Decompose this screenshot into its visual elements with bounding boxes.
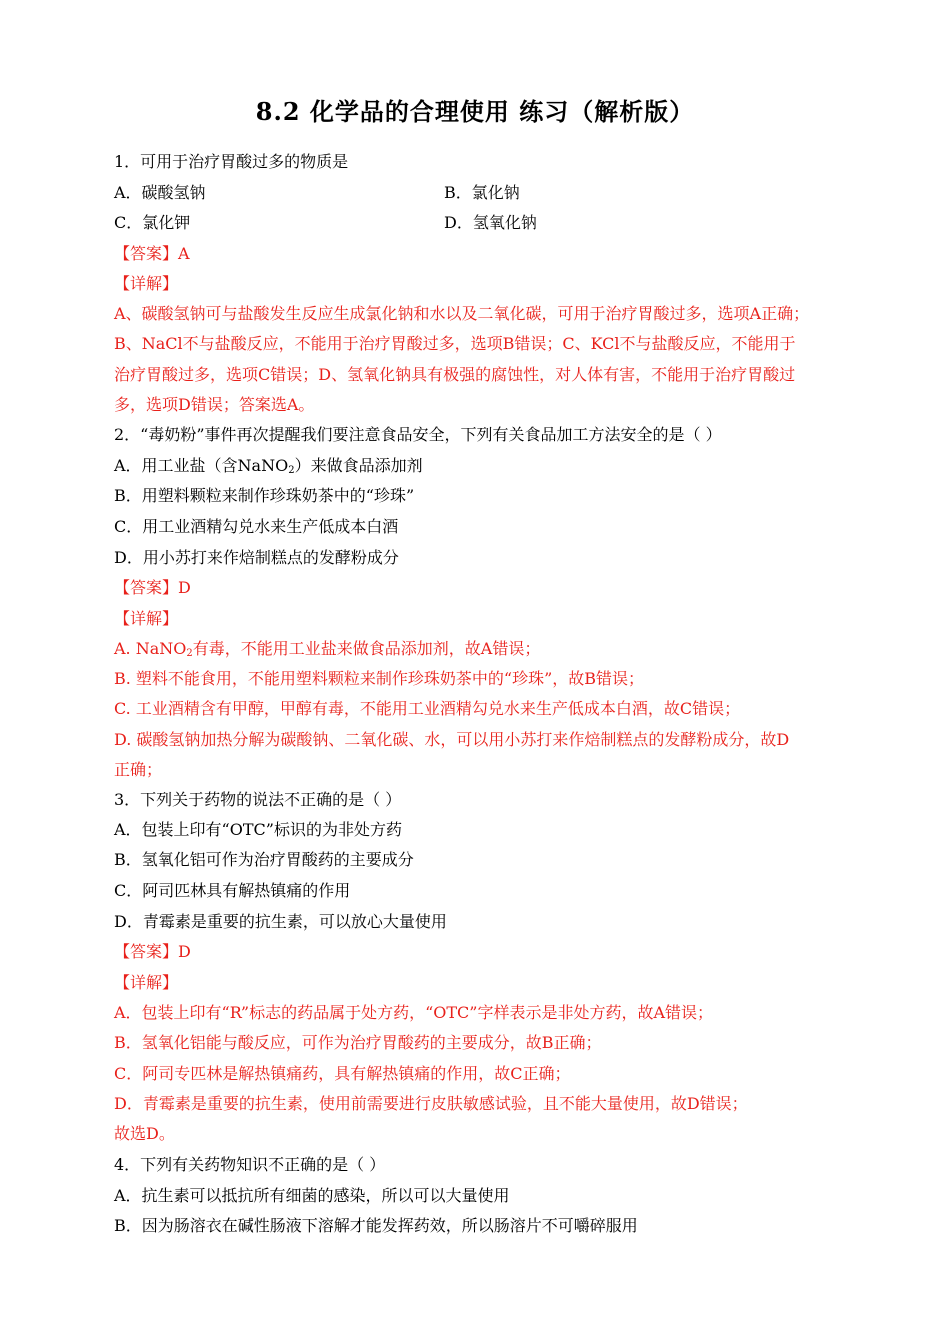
q2-detail-a-text: A. NaNO — [114, 639, 187, 658]
q1-option-d: D．氢氧化钠 — [444, 213, 537, 232]
q2-option-d: D．用小苏打来作焙制糕点的发酵粉成分 — [114, 548, 399, 567]
q3-answer: 【答案】D — [114, 942, 191, 961]
q1-detail-label: 【详解】 — [114, 274, 179, 293]
q2-option-c: C．用工业酒精勾兑水来生产低成本白酒 — [114, 517, 399, 536]
q4-stem: 4．下列有关药物知识不正确的是（ ） — [114, 1155, 386, 1174]
q4-option-b: B．因为肠溶衣在碱性肠液下溶解才能发挥药效，所以肠溶片不可嚼碎服用 — [114, 1216, 638, 1235]
q2-option-a-text: A．用工业盐（含NaNO — [114, 456, 289, 475]
q3-option-b: B．氢氧化铝可作为治疗胃酸药的主要成分 — [114, 850, 414, 869]
q1-detail-line: 治疗胃酸过多，选项C错误；D、氢氧化钠具有极强的腐蚀性，对人体有害，不能用于治疗胃酸过 — [114, 365, 796, 384]
q3-detail-line: D．青霉素是重要的抗生素，使用前需要进行皮肤敏感试验，且不能大量使用，故D错误； — [114, 1094, 748, 1113]
q2-detail-a — [114, 639, 540, 659]
subscript: 2 — [186, 648, 193, 659]
q3-detail-line: A．包装上印有“R”标志的药品属于处方药，“OTC”字样表示是非处方药，故A错误； — [114, 1003, 714, 1022]
q2-detail-b: B. 塑料不能食用，不能用塑料颗粒来制作珍珠奶茶中的“珍珠”，故B错误； — [114, 669, 645, 688]
q2-detail-label: 【详解】 — [114, 609, 179, 628]
q2-option-a-text-end: ）来做食品添加剂 — [294, 456, 423, 475]
q3-option-a: A．包装上印有“OTC”标识的为非处方药 — [114, 820, 402, 839]
q1-detail-line: B、NaCl不与盐酸反应，不能用于治疗胃酸过多，选项B错误；C、KCl不与盐酸反应，不能用于 — [114, 334, 796, 353]
q2-stem: 2．“毒奶粉”事件再次提醒我们要注意食品安全，下列有关食品加工方法安全的是（ ） — [114, 425, 722, 444]
q1-detail-line: A、碳酸氢钠可与盐酸发生反应生成氯化钠和水以及二氧化碳，可用于治疗胃酸过多，选项A正确； — [114, 304, 810, 323]
q4-option-a: A．抗生素可以抵抗所有细菌的感染，所以可以大量使用 — [114, 1186, 510, 1205]
q3-detail-line: B．氢氧化铝能与酸反应，可作为治疗胃酸药的主要成分，故B正确； — [114, 1033, 602, 1052]
q2-detail-a-text-end: 有毒，不能用工业盐来做食品添加剂，故A错误； — [192, 639, 541, 658]
q1-detail-line: 多，选项D错误；答案选A。 — [114, 395, 315, 414]
q2-option-a — [114, 456, 423, 476]
q1-option-c: C．氯化钾 — [114, 213, 191, 232]
q3-option-c: C．阿司匹林具有解热镇痛的作用 — [114, 881, 351, 900]
q3-stem: 3．下列关于药物的说法不正确的是（ ） — [114, 790, 402, 809]
q1-option-a: A．碳酸氢钠 — [114, 183, 206, 202]
q3-detail-label: 【详解】 — [114, 973, 179, 992]
q1-answer: 【答案】A — [114, 244, 190, 263]
q2-answer: 【答案】D — [114, 578, 191, 597]
q2-detail-d-cont: 正确； — [114, 760, 163, 779]
q1-option-b: B．氯化钠 — [444, 183, 520, 202]
q2-detail-d: D. 碳酸氢钠加热分解为碳酸钠、二氧化碳、水，可以用小苏打来作焙制糕点的发酵粉成分，故D — [114, 730, 790, 749]
q3-detail-line: C．阿司专匹林是解热镇痛药，具有解热镇痛的作用，故C正确； — [114, 1064, 571, 1083]
q1-stem: 1．可用于治疗胃酸过多的物质是 — [114, 152, 349, 171]
q2-detail-c: C. 工业酒精含有甲醇，甲醇有毒，不能用工业酒精勾兑水来生产低成本白酒，故C错误； — [114, 699, 741, 718]
q3-option-d: D．青霉素是重要的抗生素，可以放心大量使用 — [114, 912, 447, 931]
subscript: 2 — [288, 465, 295, 476]
q3-detail-line: 故选D。 — [114, 1124, 175, 1143]
page-title: 8.2 化学品的合理使用 练习（解析版） — [255, 97, 695, 126]
q2-option-b: B．用塑料颗粒来制作珍珠奶茶中的“珍珠” — [114, 486, 415, 505]
